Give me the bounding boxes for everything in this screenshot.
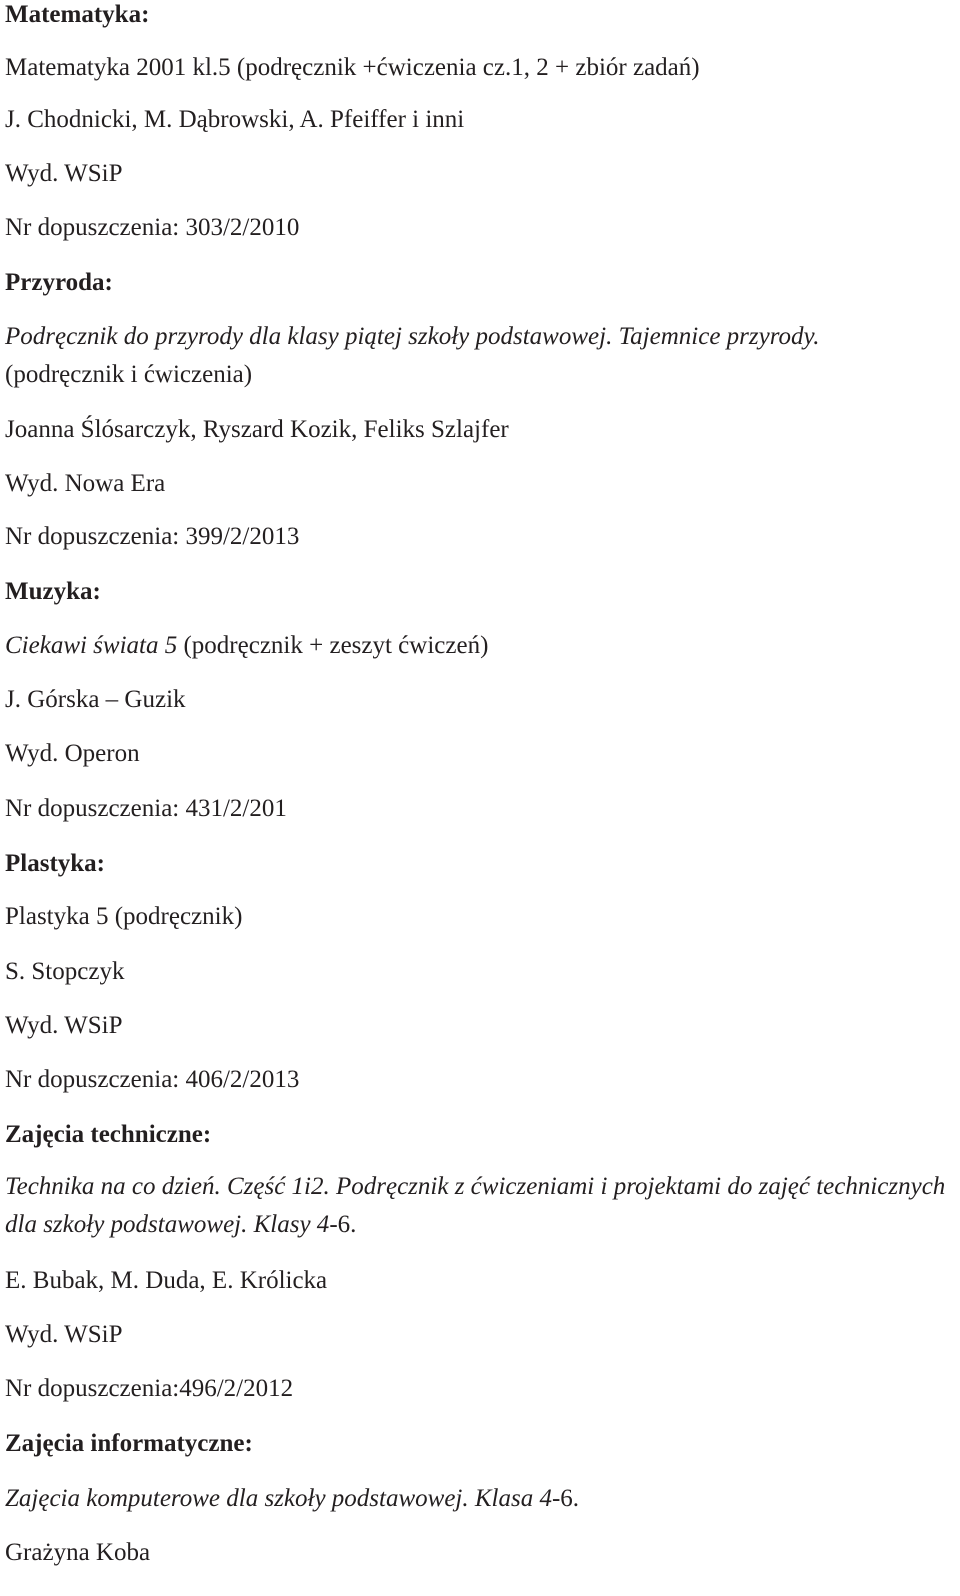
section-heading-matematyka: Matematyka:: [5, 1, 150, 28]
muzyka-authors: J. Górska – Guzik: [5, 686, 186, 713]
section-heading-zajecia-informatyczne: Zajęcia informatyczne:: [5, 1430, 253, 1457]
muzyka-publisher: Wyd. Operon: [5, 740, 140, 767]
przyroda-title: Podręcznik do przyrody dla klasy piątej szkoły podstawowej. Tajemnice przyrody.: [5, 323, 820, 350]
matematyka-publisher: Wyd. WSiP: [5, 160, 123, 187]
zajecia-techniczne-title-italic: Technika na co dzień. Część 1i2. Podręcznik z ćwiczeniami i projektami do zajęć technicznych dla szkoły podstawowej. Klasy 4: [5, 1173, 946, 1238]
zajecia-techniczne-publisher: Wyd. WSiP: [5, 1321, 123, 1348]
przyroda-title-suffix: (podręcznik i ćwiczenia): [5, 361, 253, 388]
zajecia-informatyczne-title-italic: Zajęcia komputerowe dla szkoły podstawowej. Klasa 4: [5, 1485, 552, 1512]
przyroda-approval: Nr dopuszczenia: 399/2/2013: [5, 523, 300, 550]
muzyka-approval: Nr dopuszczenia: 431/2/201: [5, 795, 287, 822]
section-heading-muzyka: Muzyka:: [5, 578, 101, 605]
section-heading-zajecia-techniczne: Zajęcia techniczne:: [5, 1121, 212, 1148]
zajecia-informatyczne-title-suffix: -6.: [551, 1485, 580, 1512]
zajecia-informatyczne-title: [5, 1484, 579, 1514]
plastyka-approval: Nr dopuszczenia: 406/2/2013: [5, 1066, 300, 1093]
przyroda-authors: Joanna Ślósarczyk, Ryszard Kozik, Feliks Szlajfer: [5, 416, 509, 443]
plastyka-authors: S. Stopczyk: [5, 958, 125, 985]
muzyka-title: [5, 631, 488, 661]
zajecia-informatyczne-authors: Grażyna Koba: [5, 1539, 151, 1566]
plastyka-title: Plastyka 5 (podręcznik): [5, 903, 243, 930]
przyroda-publisher: Wyd. Nowa Era: [5, 470, 166, 497]
zajecia-techniczne-title: [5, 1168, 950, 1244]
muzyka-title-suffix: (podręcznik + zeszyt ćwiczeń): [177, 632, 489, 659]
zajecia-techniczne-approval: Nr dopuszczenia:496/2/2012: [5, 1375, 294, 1402]
matematyka-approval: Nr dopuszczenia: 303/2/2010: [5, 214, 300, 241]
zajecia-techniczne-title-suffix: -6.: [329, 1211, 357, 1238]
zajecia-techniczne-authors: E. Bubak, M. Duda, E. Królicka: [5, 1267, 328, 1294]
section-heading-plastyka: Plastyka:: [5, 850, 105, 877]
matematyka-title: Matematyka 2001 kl.5 (podręcznik +ćwiczenia cz.1, 2 + zbiór zadań): [5, 54, 700, 81]
plastyka-publisher: Wyd. WSiP: [5, 1012, 123, 1039]
muzyka-title-italic: Ciekawi świata 5: [5, 632, 178, 659]
section-heading-przyroda: Przyroda:: [5, 269, 113, 296]
matematyka-authors: J. Chodnicki, M. Dąbrowski, A. Pfeiffer i inni: [5, 106, 465, 133]
